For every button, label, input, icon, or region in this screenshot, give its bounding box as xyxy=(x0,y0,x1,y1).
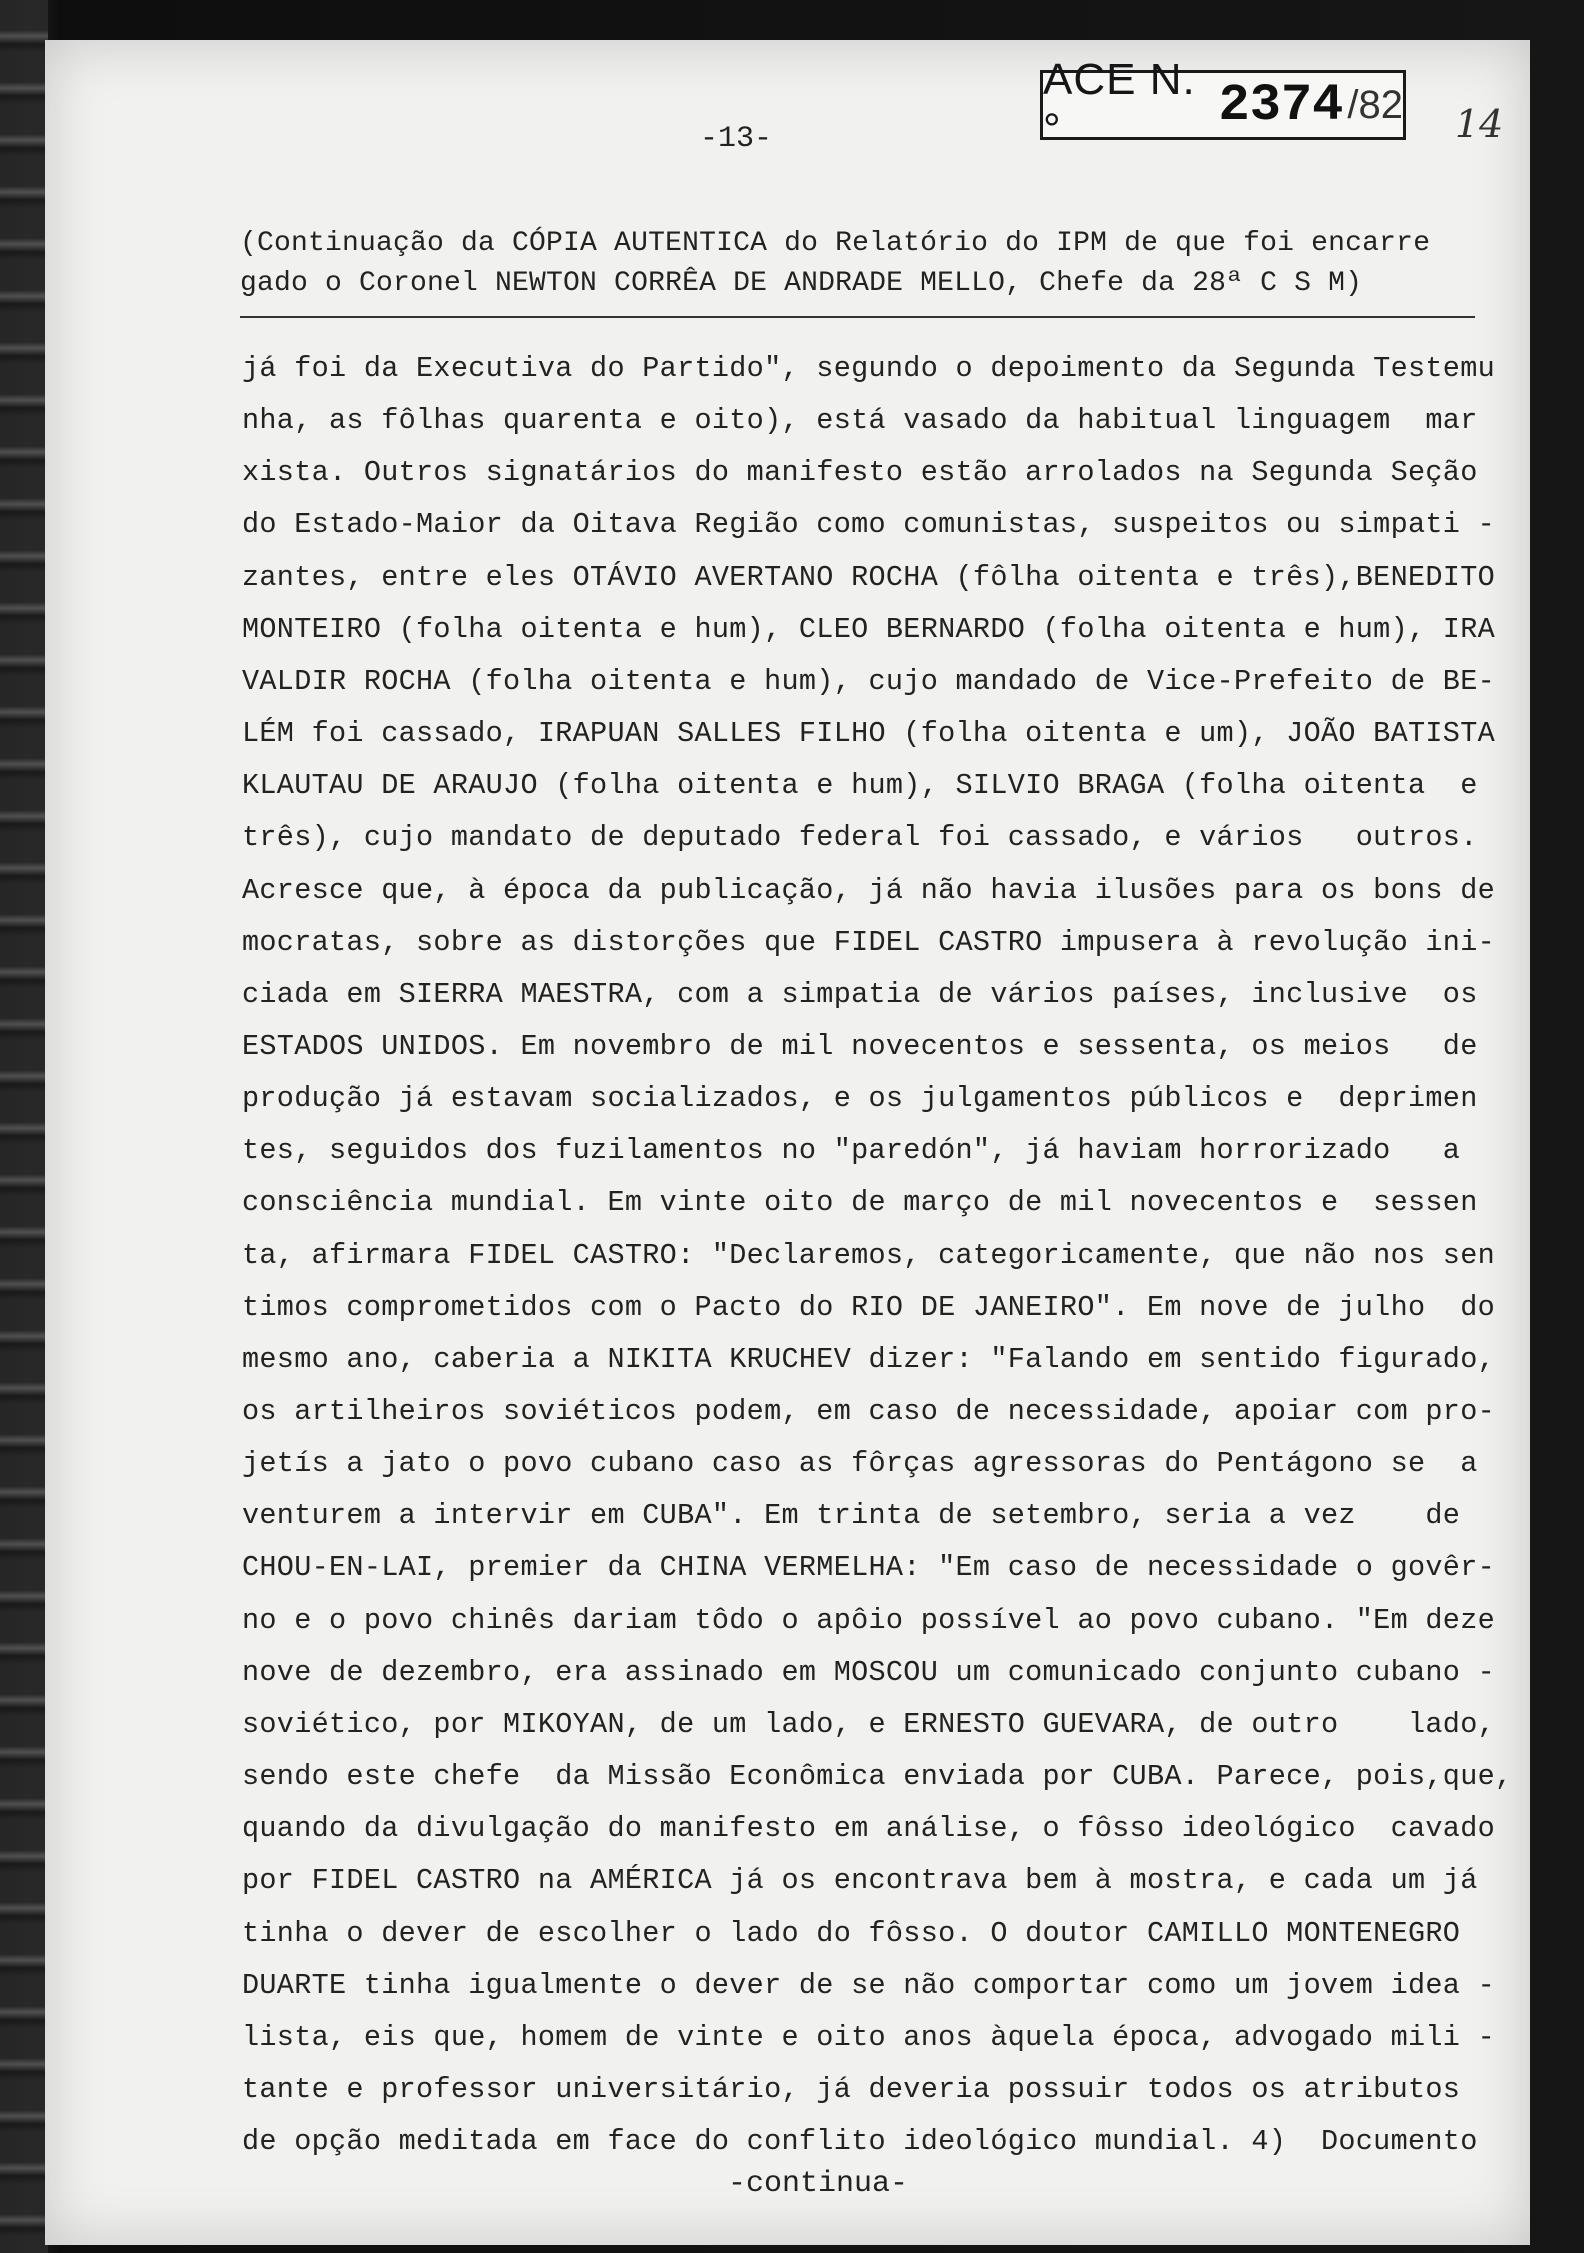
body-line: venturem a intervir em CUBA". Em trinta de setembro, seria a vez de xyxy=(242,1499,1461,1533)
body-line: os artilheiros soviéticos podem, em caso de necessidade, apoiar com pro- xyxy=(242,1395,1495,1428)
ace-stamp xyxy=(1040,55,1406,154)
body-line: quando da divulgação do manifesto em análise, o fôsso ideológico cavado xyxy=(242,1812,1495,1846)
body-line: KLAUTAU DE ARAUJO (folha oitenta e hum), SILVIO BRAGA (folha oitenta e xyxy=(242,769,1478,803)
binding-edge xyxy=(0,0,48,2253)
body-line: ESTADOS UNIDOS. Em novembro de mil novecentos e sessenta, os meios de xyxy=(242,1029,1478,1063)
body-line: produção já estavam socializados, e os julgamentos públicos e deprimen xyxy=(242,1082,1478,1116)
page-number: -13- xyxy=(700,122,773,156)
stamp-slash: / xyxy=(1347,82,1359,127)
stamp-label: ACE N.° xyxy=(1043,55,1196,154)
body-line: nove de dezembro, era assinado em MOSCOU um comunicado conjunto cubano - xyxy=(242,1655,1495,1689)
body-line: tinha o dever de escolher o lado do fôsso. O doutor CAMILLO MONTENEGRO xyxy=(242,1916,1461,1950)
body-line: nha, as fôlhas quarenta e oito), está vasado da habitual linguagem mar xyxy=(242,404,1478,438)
body-line: mesmo ano, caberia a NIKITA KRUCHEV dizer: "Falando em sentido figurado, xyxy=(242,1342,1495,1376)
header-line: gado o Coronel NEWTON CORRÊA DE ANDRADE MELLO, Chefe da 28ª C S M) xyxy=(240,268,1363,299)
body-line: consciência mundial. Em vinte oito de março de mil novecentos e sessen xyxy=(242,1186,1478,1220)
body-line: ta, afirmara FIDEL CASTRO: "Declaremos, categoricamente, que não nos sen xyxy=(242,1238,1495,1272)
body-line: soviético, por MIKOYAN, de um lado, e ERNESTO GUEVARA, de outro lado, xyxy=(242,1707,1495,1741)
stamp-year: 82 xyxy=(1358,82,1403,127)
body-line: por FIDEL CASTRO na AMÉRICA já os encontrava bem à mostra, e cada um já xyxy=(242,1864,1478,1898)
body-line: tante e professor universitário, já deveria possuir todos os atributos xyxy=(242,2072,1461,2106)
body-line: tes, seguidos dos fuzilamentos no "paredón", já haviam horrorizado a xyxy=(242,1134,1461,1168)
handwritten-folio: 14 xyxy=(1455,102,1504,146)
body-line: sendo este chefe da Missão Econômica enviada por CUBA. Parece, pois,que, xyxy=(242,1760,1513,1794)
body-line: zantes, entre eles OTÁVIO AVERTANO ROCHA (fôlha oitenta e três),BENEDITO xyxy=(242,560,1495,594)
body-line: do Estado-Maior da Oitava Região como comunistas, suspeitos ou simpati - xyxy=(242,508,1495,542)
body-line: LÉM foi cassado, IRAPUAN SALLES FILHO (folha oitenta e um), JOÃO BATISTA xyxy=(242,717,1495,751)
stamp-number: 2374 xyxy=(1218,75,1344,135)
body-line: VALDIR ROCHA (folha oitenta e hum), cujo mandado de Vice-Prefeito de BE- xyxy=(242,664,1495,698)
body-line: no e o povo chinês dariam tôdo o apôio possível ao povo cubano. "Em deze xyxy=(242,1603,1495,1637)
body-line: Acresce que, à época da publicação, já não havia ilusões para os bons de xyxy=(242,873,1495,907)
body-line: timos comprometidos com o Pacto do RIO DE JANEIRO". Em nove de julho do xyxy=(242,1290,1495,1324)
body-line: ciada em SIERRA MAESTRA, com a simpatia de vários países, inclusive os xyxy=(242,977,1478,1011)
body-line: de opção meditada em face do conflito ideológico mundial. 4) Documento xyxy=(242,2125,1478,2159)
continua-footer: -continua- xyxy=(728,2167,909,2201)
body-line: xista. Outros signatários do manifesto estão arrolados na Segunda Seção xyxy=(242,456,1478,490)
body-line: CHOU-EN-LAI, premier da CHINA VERMELHA: "Em caso de necessidade o govêr- xyxy=(242,1551,1495,1585)
body-line: três), cujo mandato de deputado federal foi cassado, e vários outros. xyxy=(242,821,1478,855)
body-line: lista, eis que, homem de vinte e oito anos àquela época, advogado mili - xyxy=(242,2020,1495,2054)
body-line: mocratas, sobre as distorções que FIDEL CASTRO impusera à revolução ini- xyxy=(242,925,1495,959)
body-line: jetís a jato o povo cubano caso as fôrças agressoras do Pentágono se a xyxy=(242,1447,1478,1481)
body-line: já foi da Executiva do Partido", segundo o depoimento da Segunda Testemu xyxy=(242,352,1495,385)
header-line: (Continuação da CÓPIA AUTENTICA do Relatório do IPM de que foi encarre xyxy=(240,228,1431,259)
header-rule xyxy=(240,316,1475,318)
body-line: DUARTE tinha igualmente o dever de se não comportar como um jovem idea - xyxy=(242,1968,1495,2002)
body-line: MONTEIRO (folha oitenta e hum), CLEO BERNARDO (folha oitenta e hum), IRA xyxy=(242,612,1495,646)
